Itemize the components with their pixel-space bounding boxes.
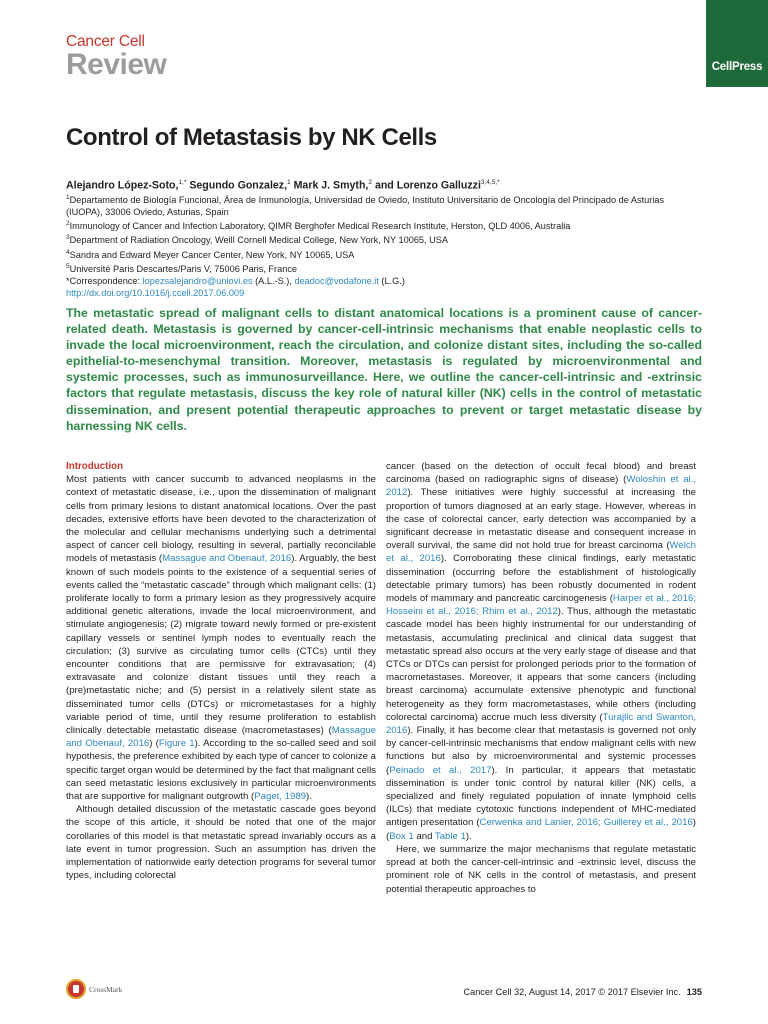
doi-link[interactable]: http://dx.doi.org/10.1016/j.ccell.2017.06.009	[66, 287, 245, 298]
citation-link[interactable]: Harper et al., 2016; Hosseini et al., 2016; Rhim et al., 2012	[386, 593, 696, 618]
body-text: ). Thus, although the metastatic cascade model has been highly instrumental for our understanding of metastasis, accumulating preclinical and clinical data suggest that metastatic spread also occurs at the very early stage of disease and that CTCs or DTCs can persist for prolonged periods prior to the formation of macrometastases. Moreover, it appears that some cancers (including breast carcinoma) accumulate extensive phenotypic and functional heterogeneity as they form macrometastases, while others (including colorectal carcinoma) accrue much less diversity (	[386, 606, 696, 723]
body-paragraph	[66, 473, 376, 803]
author-name: Alejandro López-Soto,	[66, 179, 179, 192]
section-heading-introduction: Introduction	[66, 461, 124, 472]
body-column-right	[386, 460, 696, 896]
crossmark-logo[interactable]	[66, 979, 122, 999]
cellpress-logo: CellPress	[706, 0, 768, 87]
body-text: ) (	[149, 738, 159, 750]
body-text: ). Arguably, the best known of such models points to the existence of a sequential series of events called the “metastatic cascade” through which malignant cells: (1) proliferate locally to form a primary lesion as they progressively acquire additional genetic alterations, invade the local microenvironment, and stimulate angiogenesis; (2) migrate toward newly formed or pre-existent capillary vessels or sentinel lymph nodes to eventually reach the circulation; (3) survive as circulating tumor cells (CTCs) until they encounter conditions that are permissive for extravasation; (4) extravasate and colonize distant tissues until they reach a (pre)metastatic niche; and (5) persist in a relatively silent state as disseminated tumor cells (DTCs) or micrometastases for a highly variable period of time, until they resume proliferation to establish clinically detectable metastatic disease (macrometastases) (	[66, 553, 376, 737]
doi	[66, 287, 702, 299]
journal-name: Cancer Cell	[66, 33, 145, 50]
body-text: cancer (based on the detection of occult fecal blood) and breast carcinoma (based on radiographic signs of disease) (	[386, 461, 696, 486]
body-paragraph	[386, 460, 696, 843]
body-text: ). Finally, it has become clear that metastasis is governed not only by cancer-cell-intrinsic mechanisms that endow malignant cells with new functions but also by microenvironmental and systemic processes (	[386, 725, 696, 776]
body-paragraph	[386, 843, 696, 896]
body-paragraph	[66, 803, 376, 882]
citation-link[interactable]: Peinado et al., 2017	[389, 764, 492, 776]
abstract: The metastatic spread of malignant cells to distant anatomical locations is a prominent cause of cancer-related death. Metastasis is governed by cancer-cell-intrinsic mechanisms that enable neoplastic cells to invade the local microenvironment, reach the circulation, and colonize distant sites, including the so-called epithelial-to-mesenchymal transition. Moreover, metastasis is regulated by microenvironmental and systemic processes, such as immunosurveillance. Here, we outline the cancer-cell-intrinsic and -extrinsic factors that regulate metastasis, discuss the key role of natural killer (NK) cells in the control of metastatic dissemination, and present potential therapeutic approaches to prevent or target metastatic disease by harnessing NK cells.	[66, 306, 702, 433]
body-text: ). According to the so-called seed and soil hypothesis, the preference exhibited by each type of cancer to colonize a specific target organ would be determined by the fact that malignant cells can seed metastatic lesions exclusively in particular microenvironments that are supportive for malignant outgrowth (	[66, 738, 377, 803]
body-text: ).	[306, 791, 312, 803]
citation-link[interactable]: Turajlic and Swanton, 2016	[386, 711, 696, 737]
body-text: ). These initiatives were highly successful at increasing the proportion of tumors diagnosed at an early stage. However, whereas in the case of colorectal cancer, early detection was accompanied by a significant decrease in metastatic disease and consequent increase in overall survival, the same did not hold true for breast carcinoma (	[386, 487, 696, 552]
crossmark-icon	[66, 979, 86, 999]
body-text: ) (	[386, 817, 696, 842]
affiliation-3: $^3$Department of Radiation Oncology, Weill Cornell Medical College, New York, NY 10065, USA	[66, 234, 449, 246]
body-text: and	[413, 830, 435, 842]
affiliation-5: $^5$Université Paris Descartes/Paris V, 75006 Paris, France	[66, 262, 298, 274]
article-title: Control of Metastasis by NK Cells	[66, 124, 437, 151]
citation-link[interactable]: Massague and Obenauf, 2016	[162, 553, 292, 565]
body-text: ). In particular, it appears that metastatic dissemination is under tonic control by natural killer (NK) cells, a specialized and finely regulated population of innate lymphoid cells (ILCs) that mediate cytotoxic functions independent of MHC-mediated antigen presentation (	[386, 764, 696, 829]
body-column-left	[66, 460, 376, 883]
section-type: Review	[66, 48, 167, 81]
page-number: 135	[686, 987, 702, 997]
citation-link[interactable]: Box 1	[389, 830, 414, 842]
citation-link[interactable]: Massague and Obenauf, 2016	[66, 725, 376, 750]
author-affiliation-marker: 2	[368, 179, 372, 186]
body-text: ). Corroborating these clinical findings, early metastatic dissemination (occurring before the establishment of histologically detectable primary tumors) has been robustly documented in rodent models of mammary and pancreatic carcinogenesis (	[386, 553, 696, 605]
author-list	[66, 179, 500, 192]
citation-link[interactable]: Welch et al., 2016	[386, 540, 696, 565]
author-name: Mark J. Smyth,	[290, 179, 369, 192]
body-text: Although detailed discussion of the metastatic cascade goes beyond the scope of this article, it should be noted that one of the major corollaries of this model is that metastatic spread invariably occurs as a late event in tumor progression. Such an assumption has driven the implementation of nationwide early detection programs for several tumor types, including colorectal	[66, 804, 376, 882]
crossmark-label: CrossMark	[89, 984, 123, 994]
author-name: Segundo Gonzalez,	[186, 179, 288, 192]
citation-link[interactable]: Cerwenka and Lanier, 2016; Guillerey et al., 2016	[479, 817, 693, 829]
author-affiliation-marker: 1,*	[178, 179, 187, 186]
author-affiliation-marker: 1	[287, 179, 291, 186]
footer-citation	[426, 987, 702, 997]
email-link-1[interactable]: lopezsalejandro@uniovi.es	[142, 275, 253, 286]
author-affiliation-marker: 3,4,5,*	[480, 179, 500, 186]
email-link-2[interactable]: deadoc@vodafone.it	[294, 275, 379, 286]
body-text: ).	[465, 830, 472, 842]
affiliation-1: $^1$Departamento de Biología Funcional, Área de Inmunología, Universidad de Oviedo, Instituto Universitario de Oncología del Principado de Asturias (IUOPA), 33006 Oviedo, Asturias, Spain	[66, 194, 665, 218]
citation-link[interactable]: Paget, 1989	[254, 791, 306, 803]
correspondence: *Correspondence: lopezsalejandro@uniovi.es (A.L.-S.), deadoc@vodafone.it (L.G.)	[66, 275, 405, 286]
affiliation-4: $^4$Sandra and Edward Meyer Cancer Center, New York, NY 10065, USA	[66, 248, 355, 260]
body-text: Most patients with cancer succumb to advanced neoplasms in the context of metastatic disease, i.e., upon the dissemination of malignant cells from primary lesions to distant anatomical locations. Over the past decades, extensive efforts have been devoted to the characterization of the molecular and cellular mechanisms underlying such a detrimental aspect of cancer cell biology, resulting in several, partially reconcilable models of metastasis (	[66, 474, 376, 565]
citation-link[interactable]: Table 1	[434, 830, 466, 842]
affiliation-2: $^2$Immunology of Cancer and Infection Laboratory, QIMR Berghofer Medical Research Institute, Herston, QLD 4006, Australia	[66, 220, 571, 232]
author-name: and Lorenzo Galluzzi	[372, 179, 481, 192]
affiliations	[66, 192, 702, 299]
citation-text: Cancer Cell 32, August 14, 2017 © 2017 Elsevier Inc.	[463, 987, 681, 997]
body-text: Here, we summarize the major mechanisms that regulate metastatic spread at both the cancer-cell-intrinsic and -extrinsic level, discuss the prominent role of NK cells in the control of metastasis, and present potential therapeutic approaches to	[386, 843, 696, 895]
citation-link[interactable]: Figure 1	[158, 738, 195, 750]
citation-link[interactable]: Woloshin et al., 2012	[386, 474, 696, 499]
